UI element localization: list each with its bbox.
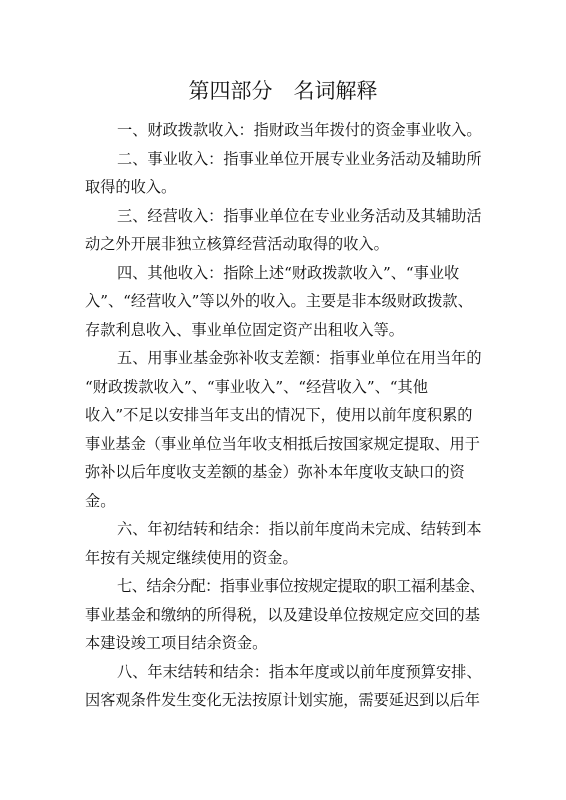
line-text: 八、年末结转和结余：指本年度或以前年度预算安排、 (117, 662, 482, 681)
paragraph-line (85, 259, 485, 288)
line-text: 五、用事业基金弥补收支差额：指事业单位在用当年的 (117, 349, 482, 367)
paragraph-line (85, 686, 485, 715)
paragraph (85, 202, 485, 259)
line-text: 动之外开展非独立核算经营活动取得的收入。 (85, 235, 389, 253)
paragraph-line (85, 601, 485, 630)
paragraph-line (85, 316, 485, 345)
line-text: 本建设竣工项目结余资金。 (85, 634, 268, 652)
line-text: 取得的收入。 (85, 178, 177, 196)
line-text: 六、年初结转和结余：指以前年度尚未完成、结转到本 (117, 520, 482, 538)
paragraph (85, 572, 485, 658)
paragraph-line (85, 287, 485, 316)
line-text: 七、结余分配：指事业事位按规定提取的职工福利基金、 (117, 577, 485, 595)
line-text: 收入”不足以安排当年支出的情况下，使用以前年度积累的 (85, 406, 473, 424)
paragraph (85, 116, 485, 145)
line-text: 一、财政拨款收入：指财政当年拨付的资金事业收入。 (117, 121, 482, 139)
line-text: 二、事业收入：指事业单位开展专业业务活动及辅助所 (117, 149, 482, 168)
line-text: 年按有关规定继续使用的资金。 (85, 548, 298, 567)
paragraph-line (85, 145, 485, 174)
paragraph-line (85, 572, 485, 601)
line-text: 事业基金和缴纳的所得税，以及建设单位按规定应交回的基 (85, 605, 480, 624)
paragraph-line (85, 230, 485, 259)
line-text: 因客观条件发生变化无法按原计划实施，需要延迟到以后年 (85, 691, 480, 709)
paragraph-line (85, 373, 485, 402)
page-title: 第四部分 名词解释 (188, 79, 378, 103)
line-text: 三、经营收入：指事业单位在专业业务活动及其辅助活 (117, 206, 482, 225)
paragraph-line (85, 458, 485, 487)
line-text: 事业基金（事业单位当年收支相抵后按国家规定提取、用于 (85, 434, 480, 453)
document-body (85, 116, 485, 715)
paragraph-line (85, 116, 485, 145)
line-text: 金。 (85, 491, 116, 510)
paragraph-line (85, 544, 485, 573)
paragraph (85, 658, 485, 715)
paragraph-line (85, 515, 485, 544)
line-text: “财政拨款收入”、“事业收入”、“经营收入”、“其他 (85, 377, 428, 396)
line-text: 四、其他收入：指除上述“财政拨款收入”、“事业收 (117, 263, 460, 282)
paragraph (85, 259, 485, 345)
paragraph-line (85, 658, 485, 687)
paragraph-line (85, 173, 485, 202)
line-text: 存款利息收入、事业单位固定资产出租收入等。 (85, 320, 404, 339)
paragraph (85, 515, 485, 572)
paragraph-line (85, 401, 485, 430)
line-text: 弥补以后年度收支差额的基金）弥补本年度收支缺口的资 (85, 463, 465, 481)
paragraph (85, 344, 485, 515)
paragraph (85, 145, 485, 202)
paragraph-line (85, 344, 485, 373)
paragraph-line (85, 487, 485, 516)
line-text: 入”、“经营收入”等以外的收入。主要是非本级财政拨款、 (85, 292, 473, 310)
paragraph-line (85, 629, 485, 658)
paragraph-line (85, 202, 485, 231)
paragraph-line (85, 430, 485, 459)
